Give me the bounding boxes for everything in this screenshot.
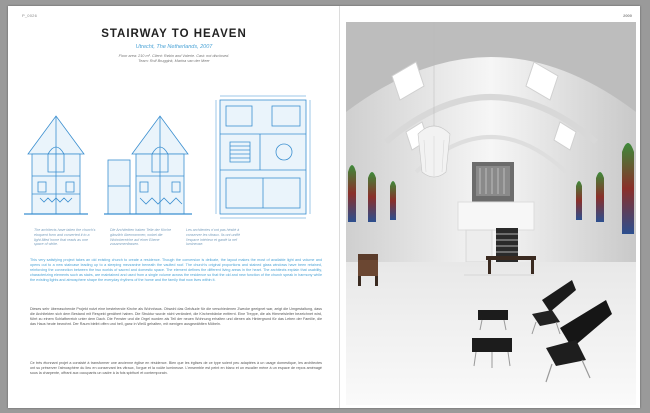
drawings-svg (20, 94, 326, 224)
page-folio-left: P_0026 (22, 13, 37, 18)
drawing-caption-german: Die Architekten haben Teile der Kirche gänzlich übernommen, wobei die Wohnbereiche auf einer Ebene zusammenfassen. (110, 228, 172, 247)
right-page (340, 6, 640, 408)
article-credits (8, 54, 340, 64)
left-page (8, 6, 340, 408)
architectural-drawings (20, 94, 326, 224)
drawing-caption-english: The architects have taken the church's eloquent form and converted it to a light-filled home that reads as one space of white. (34, 228, 96, 247)
body-text-german: Dieses sehr überraschende Projekt nutzt eine bestehende Kirche als Wohnhaus. Obwohl das Gebäude für die verschiedenen Zwecke geeignet war, zeigt die Umgestaltung, dass die Architekten sich dem Bestand mit Respekt genähert haben. Die Struktur wurde nicht verändert, die Kirchenbänke entfernt. Eine Treppe, die als Himmelsleiter bezeichnet wird, führt zu einem Schlafbereich unter dem Dach. Die Fenster und die Orgel wurden als Teil der neuen Wohnung erhalten und dienen als Hintergrund für das Leben der Familie, die das Haus heute bewohnt. Der Raum bleibt offen und hell, ganz in Weiß gehalten, mit wenigen ausgewählten Möbeln. (30, 307, 322, 327)
article-title: STAIRWAY TO HEAVEN (101, 28, 247, 40)
floor-plan-drawing (216, 96, 310, 218)
magazine-spread (8, 6, 640, 408)
credits-line: Team: Rolf Bruggink, Marina van der Meer (138, 59, 210, 63)
church-interior-photo (346, 22, 636, 405)
credits-line: Floor area: 210 m². Client: Røbin and Valerie. Cast: not disclosed. (118, 54, 230, 58)
body-text-english: This very satisfying project takes an old existing church to create a residence. Though the conversion is delicate, the layout makes the most of available light and volume and opens out to a new staircase leading up to a sleeping mezzanine beneath the vaulted roof. The church's original proportions and stained glass windows have been retained, reinforcing the connection between the two worlds of sacred and domestic space. The element defines the different living areas in the heart. The architects explain that usability, characterizing elements such as stairs, are maintained and used from a single volume across the residence so that the old and new function of the church speak in harmony while the existing lights and atmosphere shape the everyday rhythms of the home and the family that now lives within it. (30, 258, 322, 283)
section-west-drawing (104, 116, 192, 214)
interior-illustration (346, 22, 636, 405)
pipe-organ (472, 162, 514, 202)
body-text-french: Ce très étonnant projet a consisté à transformer une ancienne église en résidence. Bien que les églises de ce type soient peu adaptées à un usage domestique, les architectes ont su préserver l'atmosphère du lieu en conservant les vitraux, l'orgue et la voûte lumineuse. L'ensemble est peint en blanc et un escalier mène à un espace de repos aménagé sous la charpente, offrant aux occupants un cadre à la fois spirituel et contemporain. (30, 361, 322, 376)
section-east-drawing (24, 116, 88, 214)
drawing-caption-french: Les architectes n'ont pas hésité à conserver les vitraux. Ils ont unifié l'espace intérieur et gardé la nef lumineuse. (186, 228, 241, 247)
page-folio-right: 2000 (623, 13, 632, 18)
article-subtitle: Utrecht, The Netherlands, 2007 (135, 44, 213, 50)
